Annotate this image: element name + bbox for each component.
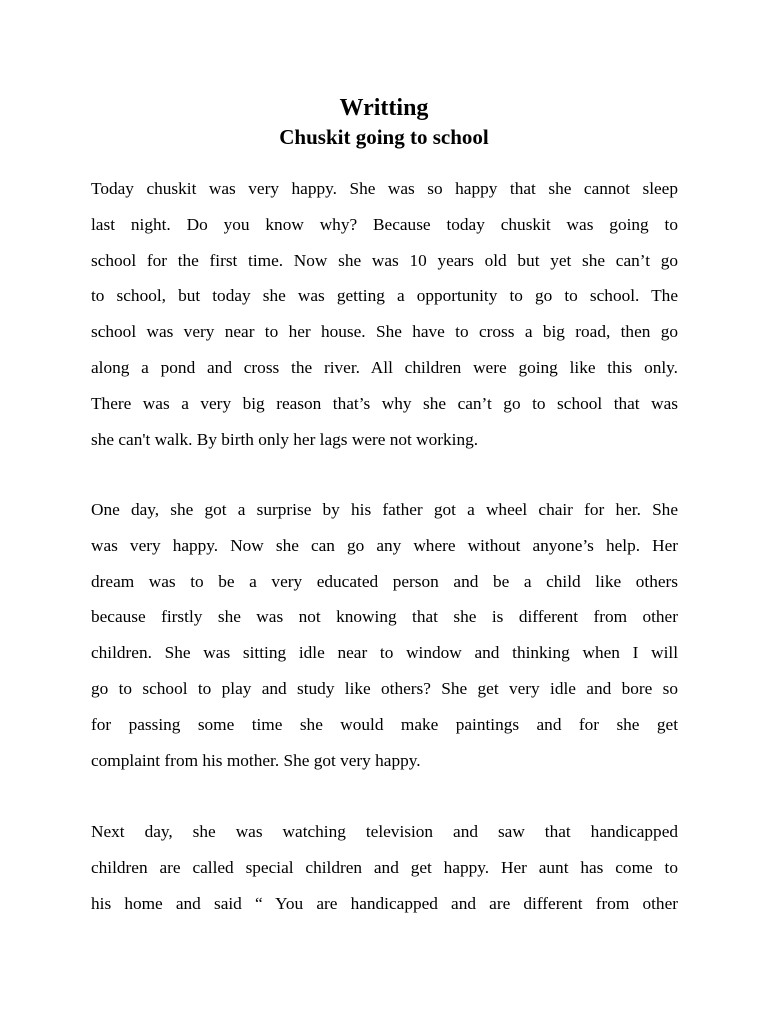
text-line: his home and said “ You are handicapped and are different from other (91, 893, 678, 913)
text-line: children are called special children and get happy. Her aunt has come to (91, 857, 678, 877)
text-line: children. She was sitting idle near to window and thinking when I will (91, 643, 678, 663)
document-title: Writting (339, 95, 429, 121)
text-line: There was a very big reason that’s why she can’t go to school that was (91, 393, 678, 413)
text-line: for passing some time she would make paintings and for she get (91, 714, 678, 734)
text-line: was very happy. Now she can go any where without anyone’s help. Her (91, 535, 678, 555)
text-line: Today chuskit was very happy. She was so happy that she cannot sleep (91, 179, 678, 198)
text-line: go to school to play and study like others? She get very idle and bore so (91, 678, 678, 698)
text-line: to school, but today she was getting a opportunity to go to school. The (91, 286, 678, 306)
text-line: complaint from his mother. She got very happy. (91, 750, 421, 770)
text-line: dream was to be a very educated person and be a child like others (91, 571, 678, 591)
text-line: school was very near to her house. She have to cross a big road, then go (91, 322, 678, 342)
text-line: last night. Do you know why? Because today chuskit was going to (91, 214, 678, 234)
text-line: because firstly she was not knowing that she is different from other (91, 607, 678, 627)
text-line: school for the first time. Now she was 10 years old but yet she can’t go (91, 250, 678, 270)
paragraph-2 (91, 492, 678, 778)
document-subtitle: Chuskit going to school (279, 125, 489, 149)
text-line: Next day, she was watching television and saw that handicapped (91, 822, 678, 841)
paragraph-1 (91, 171, 678, 457)
text-line: along a pond and cross the river. All children were going like this only. (91, 357, 678, 377)
text-line: she can't walk. By birth only her lags were not working. (91, 429, 479, 449)
text-line: One day, she got a surprise by his father got a wheel chair for her. She (91, 500, 678, 519)
paragraph-3 (91, 814, 678, 921)
